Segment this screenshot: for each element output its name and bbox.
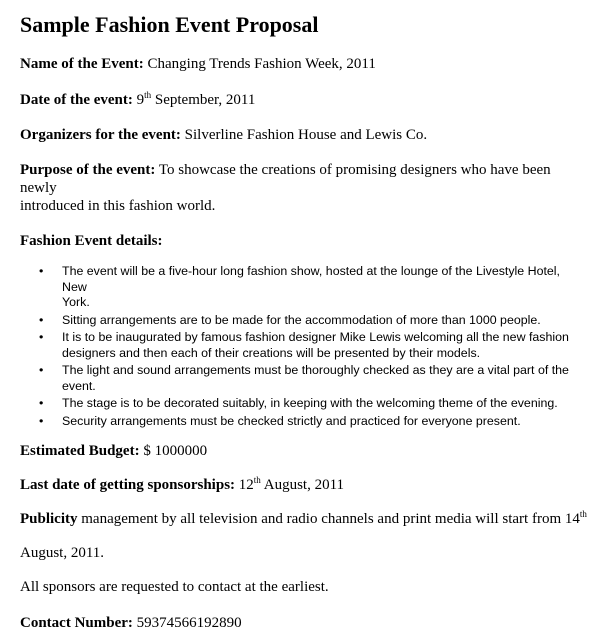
list-item xyxy=(20,414,582,430)
list-item xyxy=(20,313,582,329)
sponsorship-deadline-day: 12 xyxy=(238,477,254,493)
event-name-value: Changing Trends Fashion Week, 2011 xyxy=(147,56,376,72)
list-item xyxy=(20,264,582,311)
list-item-line-2: York. xyxy=(62,295,90,309)
bullet-icon: • xyxy=(39,396,44,410)
event-date-day: 9 xyxy=(136,92,145,108)
event-date-rest: September, 2011 xyxy=(154,92,256,108)
event-date-day-suffix: th xyxy=(144,90,152,100)
bullet-icon: • xyxy=(39,413,44,428)
list-item-line-1: The light and sound arrangements must be thoroughly checked as they are a vital part of the xyxy=(62,363,569,377)
purpose-line-1 xyxy=(20,161,590,197)
bullet-icon: • xyxy=(39,264,44,278)
sponsorship-deadline-field xyxy=(20,476,590,494)
purpose-value-line-1: To showcase the creations of promising designers who have been newly xyxy=(20,162,551,196)
publicity-text: management by all television and radio channels and print media will start from 14 xyxy=(81,511,580,527)
event-name-field xyxy=(20,55,590,73)
purpose-label: Purpose of the event: xyxy=(20,162,156,178)
budget-value: $ 1000000 xyxy=(143,443,208,459)
bullet-icon: • xyxy=(39,330,44,344)
budget-field xyxy=(20,442,590,460)
list-item-line-1: It is to be inaugurated by famous fashion designer Mike Lewis welcoming all the new fashion xyxy=(62,330,569,344)
event-details-list xyxy=(20,264,590,429)
list-item-line-1: Sitting arrangements are to be made for the accommodation of more than 1000 people. xyxy=(62,312,541,327)
publicity-field xyxy=(20,510,590,528)
list-item-line-2: designers and then each of their creations will be presented by their models. xyxy=(62,345,481,360)
publicity-label: Publicity xyxy=(20,511,78,527)
details-heading-field xyxy=(20,232,590,250)
document-title: Sample Fashion Event Proposal xyxy=(20,12,319,37)
organizers-field xyxy=(20,126,590,144)
sponsorship-deadline-label: Last date of getting sponsorships: xyxy=(20,477,236,493)
publicity-date-line: August, 2011. xyxy=(20,545,105,561)
organizers-value: Silverline Fashion House and Lewis Co. xyxy=(184,127,428,143)
purpose-value-line-2: introduced in this fashion world. xyxy=(20,198,216,214)
proposal-document xyxy=(20,12,590,632)
contact-value: 59374566192890 xyxy=(136,615,242,631)
event-date-label: Date of the event: xyxy=(20,92,133,108)
contact-field xyxy=(20,614,590,632)
purpose-field xyxy=(20,161,590,215)
list-item-line-2: event. xyxy=(62,378,96,393)
event-date-field xyxy=(20,91,590,109)
bullet-icon: • xyxy=(39,363,44,377)
organizers-label: Organizers for the event: xyxy=(20,127,181,143)
sponsorship-deadline-rest: August, 2011 xyxy=(263,477,345,493)
sponsorship-deadline-day-suffix: th xyxy=(253,475,261,485)
publicity-day-suffix: th xyxy=(579,509,587,519)
list-item-line-1: The stage is to be decorated suitably, in keeping with the welcoming theme of the evening. xyxy=(62,396,558,410)
closing-note: All sponsors are requested to contact at the earliest. xyxy=(20,579,329,595)
list-item xyxy=(20,396,582,412)
contact-label: Contact Number: xyxy=(20,615,133,631)
list-item xyxy=(20,363,582,394)
event-name-label: Name of the Event: xyxy=(20,56,144,72)
bullet-icon: • xyxy=(39,312,44,327)
list-item-line-1: Security arrangements must be checked strictly and practiced for everyone present. xyxy=(62,413,521,428)
list-item-line-1: The event will be a five-hour long fashion show, hosted at the lounge of the Livestyle Hotel, New xyxy=(62,264,560,294)
list-item xyxy=(20,330,582,361)
details-heading: Fashion Event details: xyxy=(20,233,163,249)
budget-label: Estimated Budget: xyxy=(20,443,140,459)
